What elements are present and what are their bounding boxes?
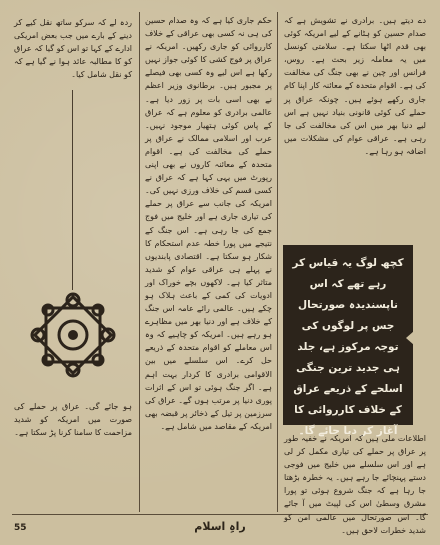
column-divider-right bbox=[277, 12, 278, 512]
text-column-right-top bbox=[284, 14, 426, 236]
right-column-bottom-text: اطلاعات ملی ہیں کہ امریکہ نے خفیہ طور پر عراق پر حملے کی تیاری مکمل کر لی ہے اور اس سلسلے میں خلیج میں فوجی دستے پہنچائے جا رہے ہیں۔ یہ خطرہ بڑھتا جا رہا ہے کہ جنگ شروع ہوئی تو پورا مشرق وسطیٰ اس کی لپیٹ میں آ جائے گا۔ اس صورتحال میں عالمی امن کو شدید خطرات لاحق ہیں۔ bbox=[284, 434, 426, 535]
pull-quote-box bbox=[283, 245, 413, 437]
geometric-ornament-icon bbox=[28, 290, 118, 380]
left-column-bottom-text: ہو جائے گی۔ عراق پر حملے کی صورت میں امریکہ کو شدید مزاحمت کا سامنا کرنا پڑ سکتا ہے۔ bbox=[14, 402, 132, 438]
text-column-left-bottom bbox=[14, 400, 132, 510]
pull-quote-text: کچھ لوگ یہ قیاس کر رہے تھے کہ اس ناپسندیدہ صورتحال جس پر لوگوں کی توجہ مرکوز ہے، جلد ہی جدید ترین جنگی اسلحے کے ذریعے عراق کے خلاف کارروائی کا آغاز کر دیا جائے گا۔ bbox=[292, 257, 404, 437]
ornament-string bbox=[72, 90, 73, 290]
text-column-right-bottom bbox=[284, 432, 426, 535]
text-column-middle bbox=[145, 14, 272, 512]
middle-column-text: حکم جاری کیا ہے کہ وہ صدام حسین کی ہی نہ کسی بھی عراقی کے خلاف کارروائی کو جاری رکھیں۔ امریکہ نے عراق پر فوج کشی کا کوئی جواز نہیں رکھا ہے اس لیے وہ کسی بھی فیصلے پر مجبور ہیں۔ برطانوی وزیر اعظم نے بھی اسی بات پر زور دیا ہے۔ عالمی برادری کو معلوم ہے کہ عراق کے پاس کوئی ہتھیار موجود نہیں۔ عرب اور اسلامی ممالک نے عراق پر حملے کی مخالفت کی ہے۔ اقوام متحدہ کے معائنہ کاروں نے بھی اپنی رپورٹ میں یہی کہا ہے کہ عراق نے کسی قسم کی خلاف ورزی نہیں کی۔ امریکہ کی جانب سے عراق پر حملے کی تیاری جاری ہے اور خلیج میں فوج جمع کی جا رہی ہے۔ اس جنگ کے نتیجے میں پورا خطہ عدم استحکام کا شکار ہو سکتا ہے۔ اقتصادی پابندیوں نے پہلے ہی عراقی عوام کو شدید متاثر کیا ہے۔ لاکھوں بچے خوراک اور ادویات کی کمی کے باعث ہلاک ہو چکے ہیں۔ عالمی رائے عامہ اس جنگ کے خلاف ہے اور دنیا بھر میں مظاہرے ہو رہے ہیں۔ امریکہ کو چاہیے کہ وہ اس معاملے کو اقوام متحدہ کے ذریعے حل کرے۔ اس سلسلے میں بین الاقوامی برادری کا کردار بہت اہم ہے۔ اگر جنگ ہوئی تو اس کے اثرات پوری دنیا پر مرتب ہوں گے۔ عراق کی سرزمین پر تیل کے ذخائر پر قبضہ بھی امریکہ کے مقاصد میں شامل ہے۔ bbox=[145, 16, 272, 431]
page-number: 55 bbox=[14, 523, 27, 533]
column-divider-left bbox=[139, 12, 140, 512]
text-column-left-top bbox=[14, 16, 132, 86]
magazine-title: راہِ اسلام bbox=[194, 520, 246, 533]
right-column-text: دے دیتے ہیں۔ برادری نے تشویش ہے کہ صدام حسین کو ہٹانے کے لیے امریکہ کوئی بھی قدم اٹھا سکتا ہے۔ سلامتی کونسل میں یہ معاملہ زیر بحث ہے۔ روس، فرانس اور چین نے بھی جنگ کی مخالفت کی ہے۔ اقوام متحدہ کے معائنہ کار اپنا کام جاری رکھے ہوئے ہیں۔ چونکہ عراق پر حملے کی کوئی قانونی بنیاد نہیں ہے اس لیے دنیا بھر میں اس کی مخالفت کی جا رہی ہے۔ عراقی عوام کی مشکلات میں اضافہ ہو رہا ہے۔ bbox=[283, 16, 426, 156]
left-column-text: ردہ لے کہ سرکو ساتھ نقل کیے کر دینے کے بارے میں جب بعض امریکی ادارے کے کہا تو اس کو گیا کہ عراق کو کا مطالبہ عائد ہوا نے گیا ہے کہ کو نقل شامل کیا۔ bbox=[14, 18, 132, 80]
pull-quote-notch bbox=[406, 331, 414, 345]
